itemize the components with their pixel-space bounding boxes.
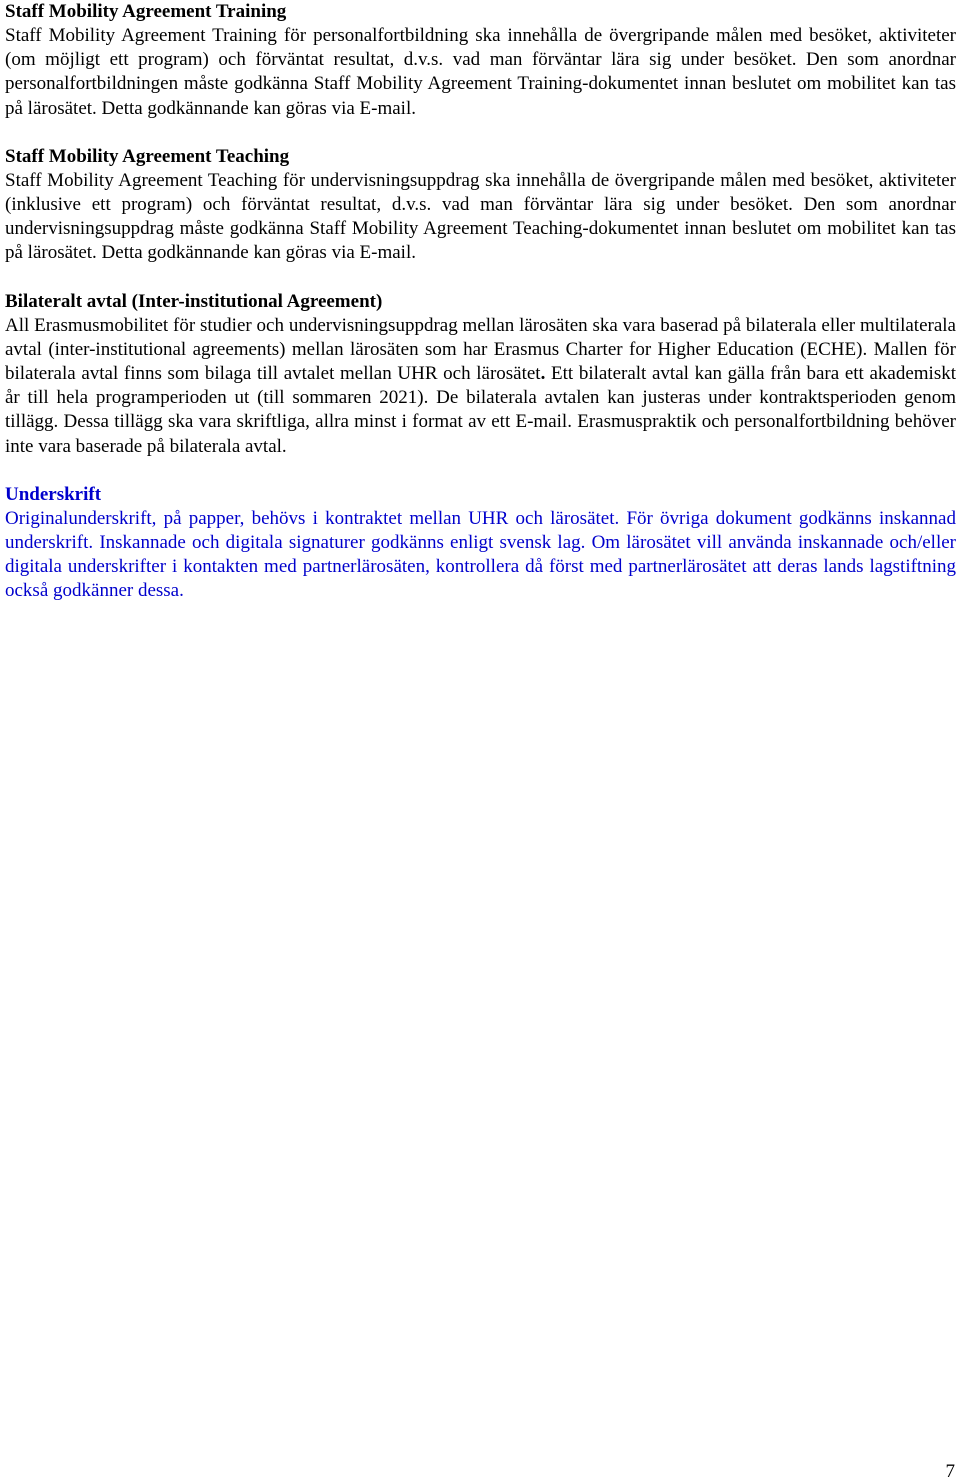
- page-number: 7: [945, 1461, 955, 1482]
- section-heading-signature: Underskrift: [5, 483, 102, 505]
- document-page: [5, 0, 956, 628]
- section-bilateral: [5, 290, 956, 459]
- section-body-bilateral: [5, 314, 956, 459]
- bilateral-body-part1: All Erasmusmobilitet för studier och undervisningsuppdrag mellan lärosäten ska vara baserad på bilaterala eller multilaterala avtal (inter-institutional agreements) mellan lärosäten som har Erasmus Charter for Higher Education (ECHE). Mallen för bilaterala avtal finns som bilaga till avtalet mellan UHR och lärosätet: [5, 314, 956, 385]
- section-body-teaching: Staff Mobility Agreement Teaching för undervisningsuppdrag ska innehålla de övergripande målen med besöket, aktiviteter (inklusive ett program) och förväntat resultat, d.v.s. vad man förväntar lära sig under besöket. Den som anordnar undervisningsuppdrag måste godkänna Staff Mobility Agreement Teaching-dokumentet innan beslutet om mobilitet kan tas på lärosätet. Detta godkännande kan göras via E-mail.: [5, 169, 956, 264]
- section-heading-training: Staff Mobility Agreement Training: [5, 1, 287, 22]
- section-body-signature: Originalunderskrift, på papper, behövs i kontraktet mellan UHR och lärosätet. För övriga dokument godkänns inskannad underskrift. Inskannade och digitala signaturer godkänns enligt svensk lag. Om lärosätet vill använda inskannade och/eller digitala underskrifter i kontakten med partnerlärosäten, kontrollera då först med partnerlärosätet att deras lands lagstiftning också godkänner dessa.: [5, 507, 956, 602]
- section-body-training: Staff Mobility Agreement Training för personalfortbildning ska innehålla de övergripande målen med besöket, aktiviteter (om möjligt ett program) och förväntat resultat, d.v.s. vad man förväntar lära sig under besöket. Den som anordnar personalfortbildningen måste godkänna Staff Mobility Agreement Training-dokumentet innan beslutet om mobilitet kan tas på lärosätet. Detta godkännande kan göras via E-mail.: [5, 25, 956, 119]
- bilateral-body-part2: Ett bilateralt avtal kan gälla från bara ett akademiskt år till hela programperioden ut (till sommaren 2021). De bilaterala avtalen kan justeras under kontraktsperioden genom tillägg. Dessa tillägg ska vara skriftliga, allra minst i format av ett E-mail. Erasmuspraktik och personalfortbildning behöver inte vara baserade på bilaterala avtal.: [5, 363, 956, 457]
- section-heading-bilateral: Bilateralt avtal (Inter-institutional Agreement): [5, 290, 383, 312]
- section-training: [5, 0, 956, 121]
- section-teaching: [5, 145, 956, 266]
- bilateral-body-bold-dot: .: [540, 363, 546, 385]
- section-heading-teaching: Staff Mobility Agreement Teaching: [5, 145, 290, 167]
- section-signature: [5, 483, 956, 604]
